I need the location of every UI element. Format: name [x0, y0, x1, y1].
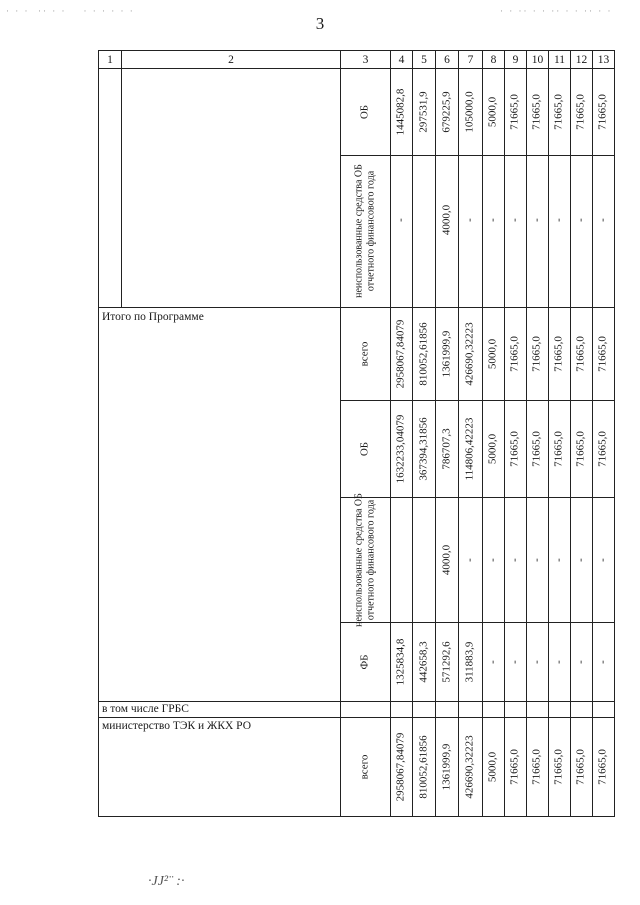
- cell-total-ob-7: 71665,0: [530, 431, 543, 467]
- col-head-ob: ОБ: [358, 441, 371, 457]
- cell-total-total-5: 5000,0: [486, 338, 499, 370]
- cell-total-unused-3: 4000,0: [440, 544, 453, 576]
- col-number-3: 3: [362, 54, 369, 66]
- cell-total-total-6: 71665,0: [508, 336, 521, 372]
- cell-total-fb-4: 311883,9: [463, 641, 476, 683]
- cell-ministry-total-3: 1361999,9: [440, 743, 453, 791]
- cell-total-ob-5: 5000,0: [486, 433, 499, 465]
- cell-total-unused-6: -: [508, 558, 521, 562]
- cell-total-fb-6: -: [508, 660, 521, 664]
- cell-top-unused-6: -: [508, 218, 521, 222]
- cell-total-total-7: 71665,0: [530, 336, 543, 372]
- cell-top-unused-4: -: [463, 218, 476, 222]
- cell-total-unused-7: -: [530, 558, 543, 562]
- cell-top-unused-9: -: [574, 218, 587, 222]
- cell-top-unused-7: -: [530, 218, 543, 222]
- col-number-5: 5: [421, 54, 427, 66]
- cell-ministry-total-7: 71665,0: [530, 749, 543, 785]
- cell-top-unused-5: -: [486, 218, 499, 222]
- col-head-total: всего: [358, 341, 371, 367]
- cell-total-unused-4: -: [463, 558, 476, 562]
- cell-top-ob-5: 5000,0: [486, 96, 499, 128]
- cell-total-total-1: 2958067,84079: [394, 319, 407, 389]
- col-number-7: 7: [467, 54, 474, 66]
- cell-total-fb-8: -: [552, 660, 565, 664]
- col-number-8: 8: [490, 54, 497, 66]
- cell-total-unused-8: -: [552, 558, 565, 562]
- cell-total-total-3: 1361999,9: [440, 330, 453, 378]
- cell-ministry-total-9: 71665,0: [574, 749, 587, 785]
- cell-ministry-total-1: 2958067,84079: [394, 732, 407, 802]
- col-number-1: 1: [107, 54, 113, 66]
- cell-total-unused-10: -: [596, 558, 609, 562]
- cell-ministry-total-4: 426690,32223: [463, 735, 476, 799]
- cell-total-ob-2: 367394,31856: [417, 417, 430, 481]
- cell-total-ob-9: 71665,0: [574, 431, 587, 467]
- cell-total-fb-2: 442658,3: [417, 641, 430, 683]
- col-number-4: 4: [398, 54, 405, 66]
- cell-ministry-total-2: 810052,61856: [417, 735, 430, 799]
- col-head-ministry-total: всего: [358, 754, 371, 780]
- cell-total-total-2: 810052,61856: [417, 322, 430, 386]
- cell-total-fb-10: -: [596, 660, 609, 664]
- scan-noise-right: · · ·· · · ·· · · ·· · ·: [500, 6, 613, 16]
- cell-total-unused-9: -: [574, 558, 587, 562]
- col-number-9: 9: [512, 54, 519, 66]
- scan-noise-left: · · · ·· · · · · · · · ·: [6, 6, 135, 16]
- handwritten-mark: ·JJ²¨ :·: [148, 874, 185, 889]
- col-head-fb: ФБ: [358, 654, 371, 670]
- cell-total-total-9: 71665,0: [574, 336, 587, 372]
- cell-total-fb-5: -: [486, 660, 499, 664]
- col-number-11: 11: [553, 54, 566, 66]
- cell-total-ob-6: 71665,0: [508, 431, 521, 467]
- cell-total-fb-9: -: [574, 660, 587, 664]
- cell-top-ob-1: 1445082,8: [394, 88, 407, 136]
- col-number-12: 12: [575, 54, 588, 66]
- cell-top-ob-2: 297531,9: [417, 91, 430, 133]
- col-number-2: 2: [228, 54, 234, 66]
- cell-total-ob-10: 71665,0: [596, 431, 609, 467]
- cell-total-ob-8: 71665,0: [552, 431, 565, 467]
- col-number-13: 13: [597, 54, 610, 66]
- cell-ministry-total-8: 71665,0: [552, 749, 565, 785]
- cell-ministry-total-6: 71665,0: [508, 749, 521, 785]
- cell-top-ob-3: 679225,9: [440, 91, 453, 133]
- row-label-ministry: министерство ТЭК и ЖКХ РО: [102, 720, 252, 732]
- cell-top-ob-6: 71665,0: [508, 94, 521, 130]
- cell-total-unused-5: -: [486, 558, 499, 562]
- cell-total-total-4: 426690,32223: [463, 322, 476, 386]
- cell-total-ob-4: 114806,42223: [463, 417, 476, 481]
- cell-top-unused-1: -: [394, 218, 407, 222]
- cell-ministry-total-5: 5000,0: [486, 751, 499, 783]
- page-number: 3: [315, 14, 325, 33]
- cell-total-total-10: 71665,0: [596, 336, 609, 372]
- cell-total-fb-3: 571292,6: [440, 641, 453, 683]
- cell-top-ob-4: 105000,0: [463, 91, 476, 133]
- cell-total-fb-1: 1325834,8: [394, 638, 407, 686]
- cell-top-ob-8: 71665,0: [552, 94, 565, 130]
- cell-top-unused-8: -: [552, 218, 565, 222]
- col-number-10: 10: [531, 54, 544, 66]
- col-head-unused: неиспользованные средства ОБ отчетного финансового года: [353, 493, 376, 627]
- cell-top-ob-9: 71665,0: [574, 94, 587, 130]
- row-label-including: в том числе ГРБС: [102, 703, 189, 715]
- row-label-total: Итого по Программе: [102, 311, 204, 323]
- cell-total-total-8: 71665,0: [552, 336, 565, 372]
- cell-top-unused-10: -: [596, 218, 609, 222]
- cell-top-ob-7: 71665,0: [530, 94, 543, 130]
- cell-total-ob-3: 786707,3: [440, 428, 453, 470]
- cell-top-ob-10: 71665,0: [596, 94, 609, 130]
- cell-top-unused-3: 4000,0: [440, 204, 453, 236]
- col-number-6: 6: [444, 54, 450, 66]
- cell-total-fb-7: -: [530, 660, 543, 664]
- cell-total-ob-1: 1632233,04079: [394, 414, 407, 484]
- col-head-ob-top: ОБ: [358, 104, 371, 120]
- col-head-unused-top: неиспользованные средства ОБ отчетного финансового года: [353, 164, 376, 298]
- cell-ministry-total-10: 71665,0: [596, 749, 609, 785]
